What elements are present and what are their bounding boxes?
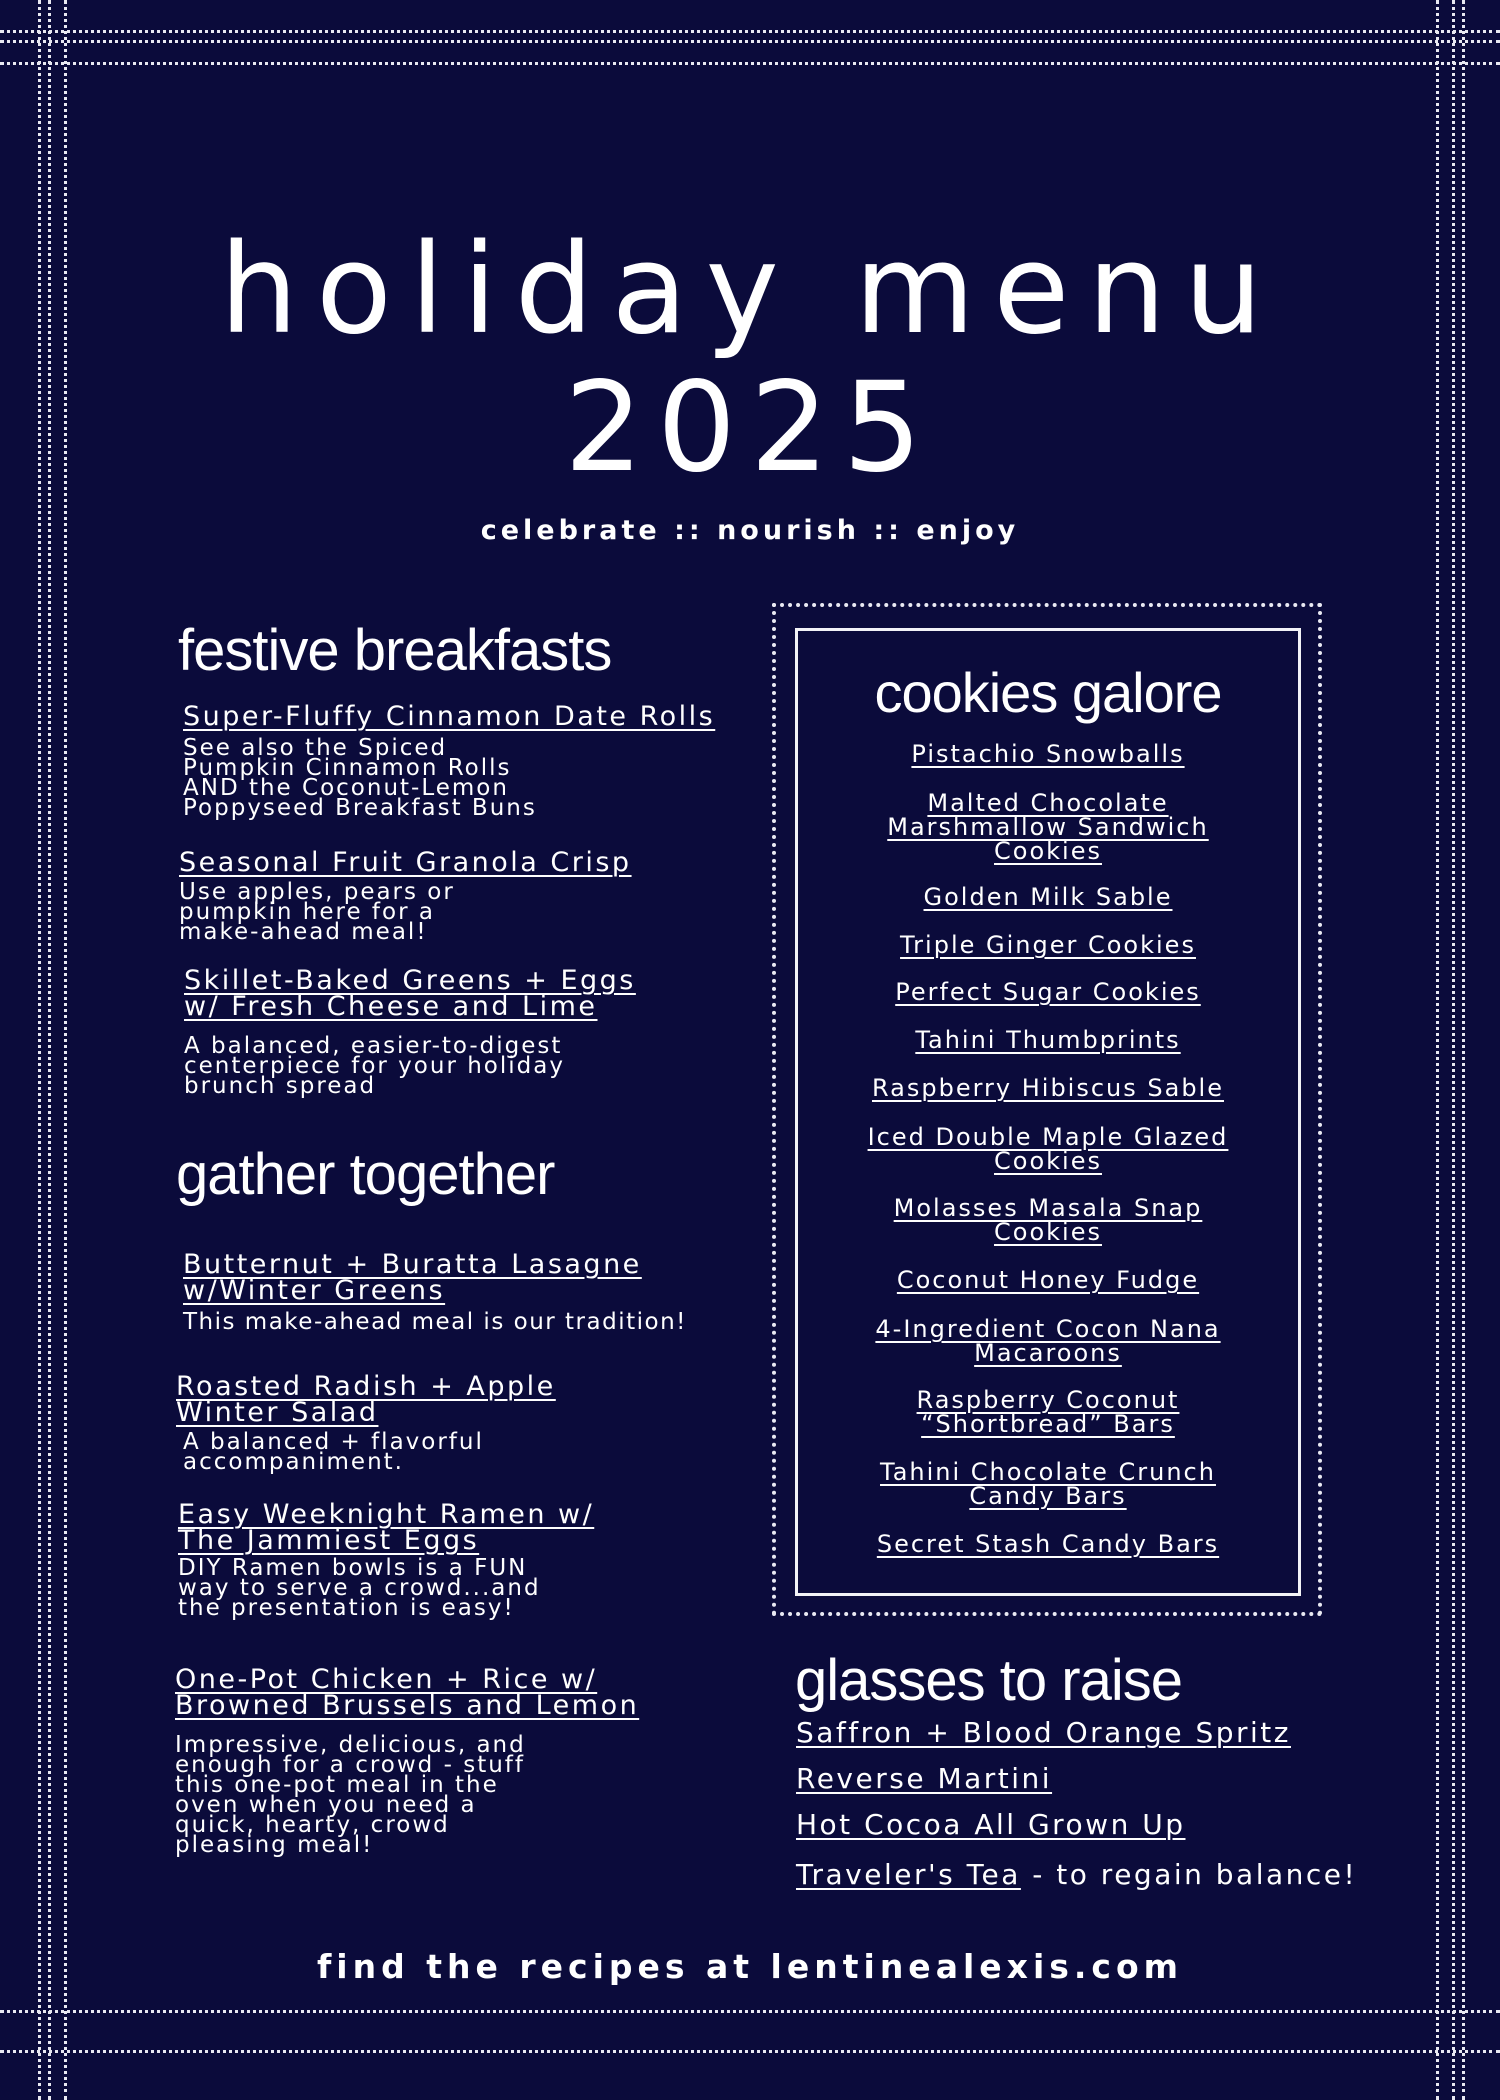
- breakfasts-heading: festive breakfasts: [178, 618, 612, 683]
- gather-note-4-line-4: oven when you need a: [175, 1792, 477, 1818]
- drink-item-2: [796, 1762, 1053, 1795]
- cookie-item-12: [810, 1388, 1286, 1436]
- breakfast-note-1-line-2: Pumpkin Cinnamon Rolls: [183, 755, 512, 781]
- cookie-item-11: [810, 1317, 1286, 1365]
- cookie-item-6: [810, 1028, 1286, 1052]
- breakfast-note-3-line-2: centerpiece for your holiday: [184, 1053, 565, 1079]
- cookie-link-4-line-1[interactable]: Triple Ginger Cookies: [900, 931, 1196, 959]
- drinks-heading: glasses to raise: [795, 1648, 1182, 1713]
- cookie-item-3: [810, 885, 1286, 909]
- drink-note-4: - to regain balance!: [1020, 1858, 1358, 1891]
- breakfast-note-3-line-3: brunch spread: [184, 1073, 377, 1099]
- cookie-link-12-line-2[interactable]: “Shortbread” Bars: [921, 1410, 1175, 1438]
- gather-note-4-line-5: quick, hearty, crowd: [175, 1812, 450, 1838]
- breakfast-note-2-line-3: make-ahead meal!: [179, 919, 428, 945]
- frame-top-line-1: [0, 30, 1500, 33]
- gather-link-2-line-2[interactable]: Winter Salad: [176, 1397, 379, 1428]
- drink-link-2[interactable]: Reverse Martini: [796, 1762, 1053, 1795]
- cookie-link-9-line-2[interactable]: Cookies: [994, 1218, 1102, 1246]
- gather-item-1: [183, 1249, 687, 1335]
- drink-item-1: [796, 1716, 1291, 1749]
- cookie-item-1: [810, 742, 1286, 766]
- cookie-link-6-line-1[interactable]: Tahini Thumbprints: [915, 1026, 1181, 1054]
- drink-link-4[interactable]: Traveler's Tea: [796, 1858, 1021, 1891]
- gather-link-4-line-2[interactable]: Browned Brussels and Lemon: [175, 1690, 640, 1721]
- cookie-link-2-line-3[interactable]: Cookies: [994, 837, 1102, 865]
- gather-heading: gather together: [176, 1142, 555, 1207]
- cookie-link-8-line-1[interactable]: Iced Double Maple Glazed: [867, 1123, 1229, 1151]
- cookie-item-14: [810, 1532, 1286, 1556]
- cookie-item-2: [810, 791, 1286, 863]
- breakfast-note-1-line-4: Poppyseed Breakfast Buns: [183, 795, 537, 821]
- cookie-item-4: [810, 933, 1286, 957]
- drink-link-3[interactable]: Hot Cocoa All Grown Up: [796, 1808, 1186, 1841]
- breakfast-link-2-line-1[interactable]: Seasonal Fruit Granola Crisp: [179, 847, 632, 878]
- gather-note-4-line-6: pleasing meal!: [175, 1832, 374, 1858]
- cookie-item-10: [810, 1268, 1286, 1292]
- gather-link-3-line-1[interactable]: Easy Weeknight Ramen w/: [178, 1499, 595, 1530]
- gather-note-2-line-2: accompaniment.: [183, 1449, 404, 1475]
- cookie-link-11-line-1[interactable]: 4-Ingredient Cocon Nana: [875, 1315, 1221, 1343]
- cookie-item-8: [810, 1125, 1286, 1173]
- cookie-link-14-line-1[interactable]: Secret Stash Candy Bars: [876, 1530, 1220, 1558]
- cookie-link-11-line-2[interactable]: Macaroons: [974, 1339, 1122, 1367]
- gather-note-1-line-1: This make-ahead meal is our tradition!: [183, 1309, 687, 1335]
- cookie-link-13-line-1[interactable]: Tahini Chocolate Crunch: [880, 1458, 1216, 1486]
- frame-top-line-3: [0, 62, 1500, 65]
- cookie-link-9-line-1[interactable]: Molasses Masala Snap: [893, 1194, 1203, 1222]
- gather-link-1-line-2[interactable]: w/Winter Greens: [183, 1275, 446, 1306]
- page-title-line-2: 2025: [564, 356, 936, 500]
- breakfast-note-2-line-2: pumpkin here for a: [179, 899, 435, 925]
- tagline: celebrate :: nourish :: enjoy: [480, 515, 1020, 546]
- cookies-box-inner-border: [795, 628, 1301, 1596]
- page-title-line-1: holiday menu: [219, 218, 1281, 362]
- frame-bottom-line-1: [0, 2010, 1500, 2013]
- breakfast-note-2-line-1: Use apples, pears or: [179, 879, 455, 905]
- gather-note-4-line-1: Impressive, delicious, and: [175, 1732, 526, 1758]
- gather-item-4: [175, 1664, 640, 1858]
- cookie-link-2-line-1[interactable]: Malted Chocolate: [927, 789, 1169, 817]
- cookie-link-12-line-1[interactable]: Raspberry Coconut: [916, 1386, 1180, 1414]
- frame-top-line-2: [0, 40, 1500, 43]
- cookies-heading: cookies galore: [874, 661, 1222, 724]
- gather-link-4-line-1[interactable]: One-Pot Chicken + Rice w/: [175, 1664, 598, 1695]
- cookie-link-1-line-1[interactable]: Pistachio Snowballs: [911, 740, 1185, 768]
- gather-note-3-line-2: way to serve a crowd...and: [178, 1575, 541, 1601]
- breakfast-note-1-line-1: See also the Spiced: [183, 735, 448, 761]
- gather-note-4-line-3: this one-pot meal in the: [175, 1772, 499, 1798]
- breakfast-link-3-line-2[interactable]: w/ Fresh Cheese and Lime: [184, 991, 598, 1022]
- breakfast-link-3-line-1[interactable]: Skillet-Baked Greens + Eggs: [184, 965, 636, 996]
- drink-item-3: [796, 1808, 1186, 1841]
- gather-link-2-line-1[interactable]: Roasted Radish + Apple: [176, 1371, 556, 1402]
- gather-note-4-line-2: enough for a crowd - stuff: [175, 1752, 525, 1778]
- gather-link-3-line-2[interactable]: The Jammiest Eggs: [178, 1525, 480, 1556]
- cookie-link-8-line-2[interactable]: Cookies: [994, 1147, 1102, 1175]
- breakfast-note-1-line-3: AND the Coconut-Lemon: [183, 775, 509, 801]
- cookie-link-5-line-1[interactable]: Perfect Sugar Cookies: [895, 978, 1201, 1006]
- cookie-item-5: [810, 980, 1286, 1004]
- cookie-link-10-line-1[interactable]: Coconut Honey Fudge: [896, 1266, 1200, 1294]
- cookie-link-2-line-2[interactable]: Marshmallow Sandwich: [887, 813, 1209, 841]
- cookie-item-9: [810, 1196, 1286, 1244]
- frame-bottom-line-2: [0, 2050, 1500, 2053]
- drink-item-4: [796, 1858, 1357, 1891]
- breakfast-item-2: [179, 847, 632, 945]
- gather-item-3: [178, 1499, 595, 1621]
- gather-note-3-line-3: the presentation is easy!: [178, 1595, 515, 1621]
- breakfast-item-3: [184, 965, 636, 1099]
- gather-link-1-line-1[interactable]: Butternut + Buratta Lasagne: [183, 1249, 642, 1280]
- breakfast-item-1: [183, 701, 716, 821]
- gather-item-2: [176, 1371, 556, 1475]
- footer-recipes-link[interactable]: find the recipes at lentinealexis.com: [316, 1947, 1184, 1986]
- cookie-link-7-line-1[interactable]: Raspberry Hibiscus Sable: [871, 1074, 1224, 1102]
- cookie-link-3-line-1[interactable]: Golden Milk Sable: [923, 883, 1173, 911]
- breakfast-link-1-line-1[interactable]: Super-Fluffy Cinnamon Date Rolls: [183, 701, 716, 732]
- cookie-item-7: [810, 1076, 1286, 1100]
- gather-note-2-line-1: A balanced + flavorful: [183, 1429, 484, 1455]
- gather-note-3-line-1: DIY Ramen bowls is a FUN: [178, 1555, 528, 1581]
- cookie-item-13: [810, 1460, 1286, 1508]
- drink-link-1[interactable]: Saffron + Blood Orange Spritz: [796, 1716, 1291, 1749]
- cookie-link-13-line-2[interactable]: Candy Bars: [969, 1482, 1127, 1510]
- breakfast-note-3-line-1: A balanced, easier-to-digest: [184, 1033, 563, 1059]
